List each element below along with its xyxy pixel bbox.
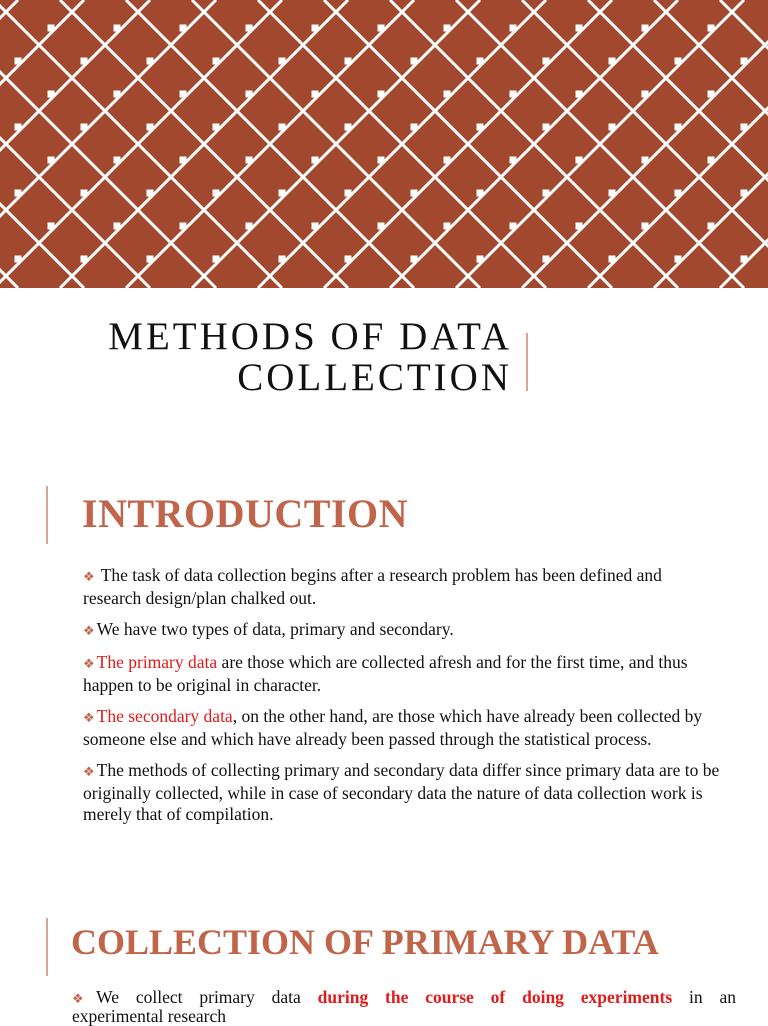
lattice-dot xyxy=(708,157,715,164)
lattice-dot xyxy=(114,223,121,230)
lattice-dot xyxy=(543,190,550,197)
lattice-dot xyxy=(312,25,319,32)
lattice-dot xyxy=(477,124,484,131)
lattice-dot xyxy=(642,157,649,164)
lattice-dot xyxy=(444,91,451,98)
intro-heading: INTRODUCTION xyxy=(82,490,408,538)
bullet-text: The methods of collecting primary and secondary data differ since primary data are to be originally collected, while in case of secondary data the nature of data collection work is merely that of compilation. xyxy=(83,760,719,824)
lattice-dot xyxy=(81,256,88,263)
lattice-dot xyxy=(213,58,220,65)
lattice-dot xyxy=(48,223,55,230)
diamond-bullet-icon: ❖ xyxy=(83,624,95,639)
lattice-dot xyxy=(114,157,121,164)
lattice-dot xyxy=(81,124,88,131)
primary-divider xyxy=(46,918,48,976)
lattice-dot xyxy=(48,157,55,164)
lattice-dot xyxy=(741,256,748,263)
diamond-bullet-icon: ❖ xyxy=(83,570,95,585)
bullet-item xyxy=(78,652,723,696)
lattice-dot xyxy=(411,58,418,65)
primary-text-after: in an xyxy=(672,987,736,1007)
lattice-dot xyxy=(147,256,154,263)
lattice-dot xyxy=(246,25,253,32)
lattice-dot xyxy=(411,190,418,197)
lattice-dot xyxy=(114,25,121,32)
lattice-dot xyxy=(180,223,187,230)
lattice-dot xyxy=(642,91,649,98)
lattice-dot xyxy=(312,157,319,164)
lattice-dot xyxy=(378,223,385,230)
lattice-dot xyxy=(279,58,286,65)
bullet-text: The task of data collection begins after a research problem has been defined and research design/plan chalked out. xyxy=(83,565,662,608)
primary-heading: COLLECTION OF PRIMARY DATA xyxy=(71,920,659,964)
lattice-dot xyxy=(444,25,451,32)
bullet-highlight: The primary data xyxy=(97,652,218,672)
bullet-highlight: The secondary data xyxy=(97,706,233,726)
lattice-dot xyxy=(444,223,451,230)
lattice-dot xyxy=(378,25,385,32)
lattice-dot xyxy=(609,190,616,197)
lattice-dot xyxy=(675,190,682,197)
lattice-dot xyxy=(708,25,715,32)
lattice-dot xyxy=(708,91,715,98)
lattice-dot xyxy=(741,58,748,65)
lattice-dot xyxy=(180,91,187,98)
lattice-dot xyxy=(675,58,682,65)
lattice-dot xyxy=(477,58,484,65)
lattice-dot xyxy=(642,25,649,32)
lattice-dot xyxy=(48,25,55,32)
lattice-dot xyxy=(114,91,121,98)
lattice-dot xyxy=(279,124,286,131)
lattice-dot xyxy=(246,157,253,164)
lattice-dot xyxy=(477,256,484,263)
diamond-bullet-icon: ❖ xyxy=(83,657,95,672)
lattice-dot xyxy=(81,58,88,65)
lattice-dot xyxy=(477,190,484,197)
lattice-dot xyxy=(576,91,583,98)
bullet-item xyxy=(78,619,723,642)
lattice-dot xyxy=(81,190,88,197)
lattice-dot xyxy=(48,91,55,98)
lattice-dot xyxy=(741,190,748,197)
bullet-text: We have two types of data, primary and secondary. xyxy=(97,619,454,639)
title-divider xyxy=(526,333,528,391)
lattice-dot xyxy=(675,256,682,263)
lattice-dot xyxy=(213,124,220,131)
lattice-pattern xyxy=(0,0,768,288)
lattice-dot xyxy=(576,25,583,32)
lattice-dot xyxy=(279,256,286,263)
lattice-dot xyxy=(180,157,187,164)
lattice-dot xyxy=(345,58,352,65)
title-line-1: METHODS OF DATA xyxy=(0,316,512,357)
lattice-dot xyxy=(510,223,517,230)
lattice-dot xyxy=(609,58,616,65)
title-line-2: COLLECTION xyxy=(0,357,512,398)
lattice-dot xyxy=(180,25,187,32)
lattice-dot xyxy=(246,91,253,98)
lattice-dot xyxy=(147,190,154,197)
lattice-dot xyxy=(15,256,22,263)
diamond-bullet-icon: ❖ xyxy=(83,711,95,726)
intro-divider xyxy=(46,486,48,544)
lattice-dot xyxy=(675,124,682,131)
lattice-dot xyxy=(279,190,286,197)
lattice-dot xyxy=(741,124,748,131)
lattice-dot xyxy=(576,157,583,164)
lattice-dot xyxy=(543,256,550,263)
lattice-dot xyxy=(444,157,451,164)
page-title xyxy=(0,316,512,398)
lattice-dot xyxy=(543,124,550,131)
lattice-dot xyxy=(378,157,385,164)
lattice-dot xyxy=(378,91,385,98)
lattice-dot xyxy=(510,157,517,164)
diamond-bullet-icon: ❖ xyxy=(83,765,95,780)
lattice-dot xyxy=(411,256,418,263)
lattice-dot xyxy=(411,124,418,131)
lattice-dot xyxy=(345,190,352,197)
bullet-item xyxy=(78,760,723,825)
lattice-dot xyxy=(510,91,517,98)
primary-paragraph-line-2: experimental research xyxy=(72,1006,736,1026)
lattice-dot xyxy=(609,256,616,263)
lattice-dot xyxy=(15,124,22,131)
intro-bullet-list xyxy=(78,565,723,835)
lattice-dot xyxy=(345,124,352,131)
lattice-dot xyxy=(15,58,22,65)
lattice-dot xyxy=(642,223,649,230)
lattice-dot xyxy=(609,124,616,131)
banner-background xyxy=(0,0,768,288)
lattice-dot xyxy=(246,223,253,230)
bullet-text: , on the other hand, are those which have already been collected by someone else and which have already been passed through the statistical process. xyxy=(83,706,702,749)
bullet-item xyxy=(78,565,723,609)
lattice-dot xyxy=(213,256,220,263)
lattice-dot xyxy=(312,91,319,98)
primary-text-highlight: during the course of doing experiments xyxy=(318,987,673,1007)
lattice-dot xyxy=(708,223,715,230)
lattice-dot xyxy=(510,25,517,32)
lattice-dot xyxy=(15,190,22,197)
lattice-dot xyxy=(213,190,220,197)
diamond-bullet-icon: ❖ xyxy=(72,992,96,1007)
primary-text-before: We collect primary data xyxy=(96,987,317,1007)
bullet-item xyxy=(78,706,723,750)
lattice-dot xyxy=(147,124,154,131)
lattice-dot xyxy=(345,256,352,263)
lattice-dot xyxy=(576,223,583,230)
lattice-dot xyxy=(147,58,154,65)
lattice-dot xyxy=(543,58,550,65)
lattice-dot xyxy=(312,223,319,230)
bullet-text: are those which are collected afresh and for the first time, and thus happen to be original in character. xyxy=(83,652,688,695)
decorative-banner xyxy=(0,0,768,288)
